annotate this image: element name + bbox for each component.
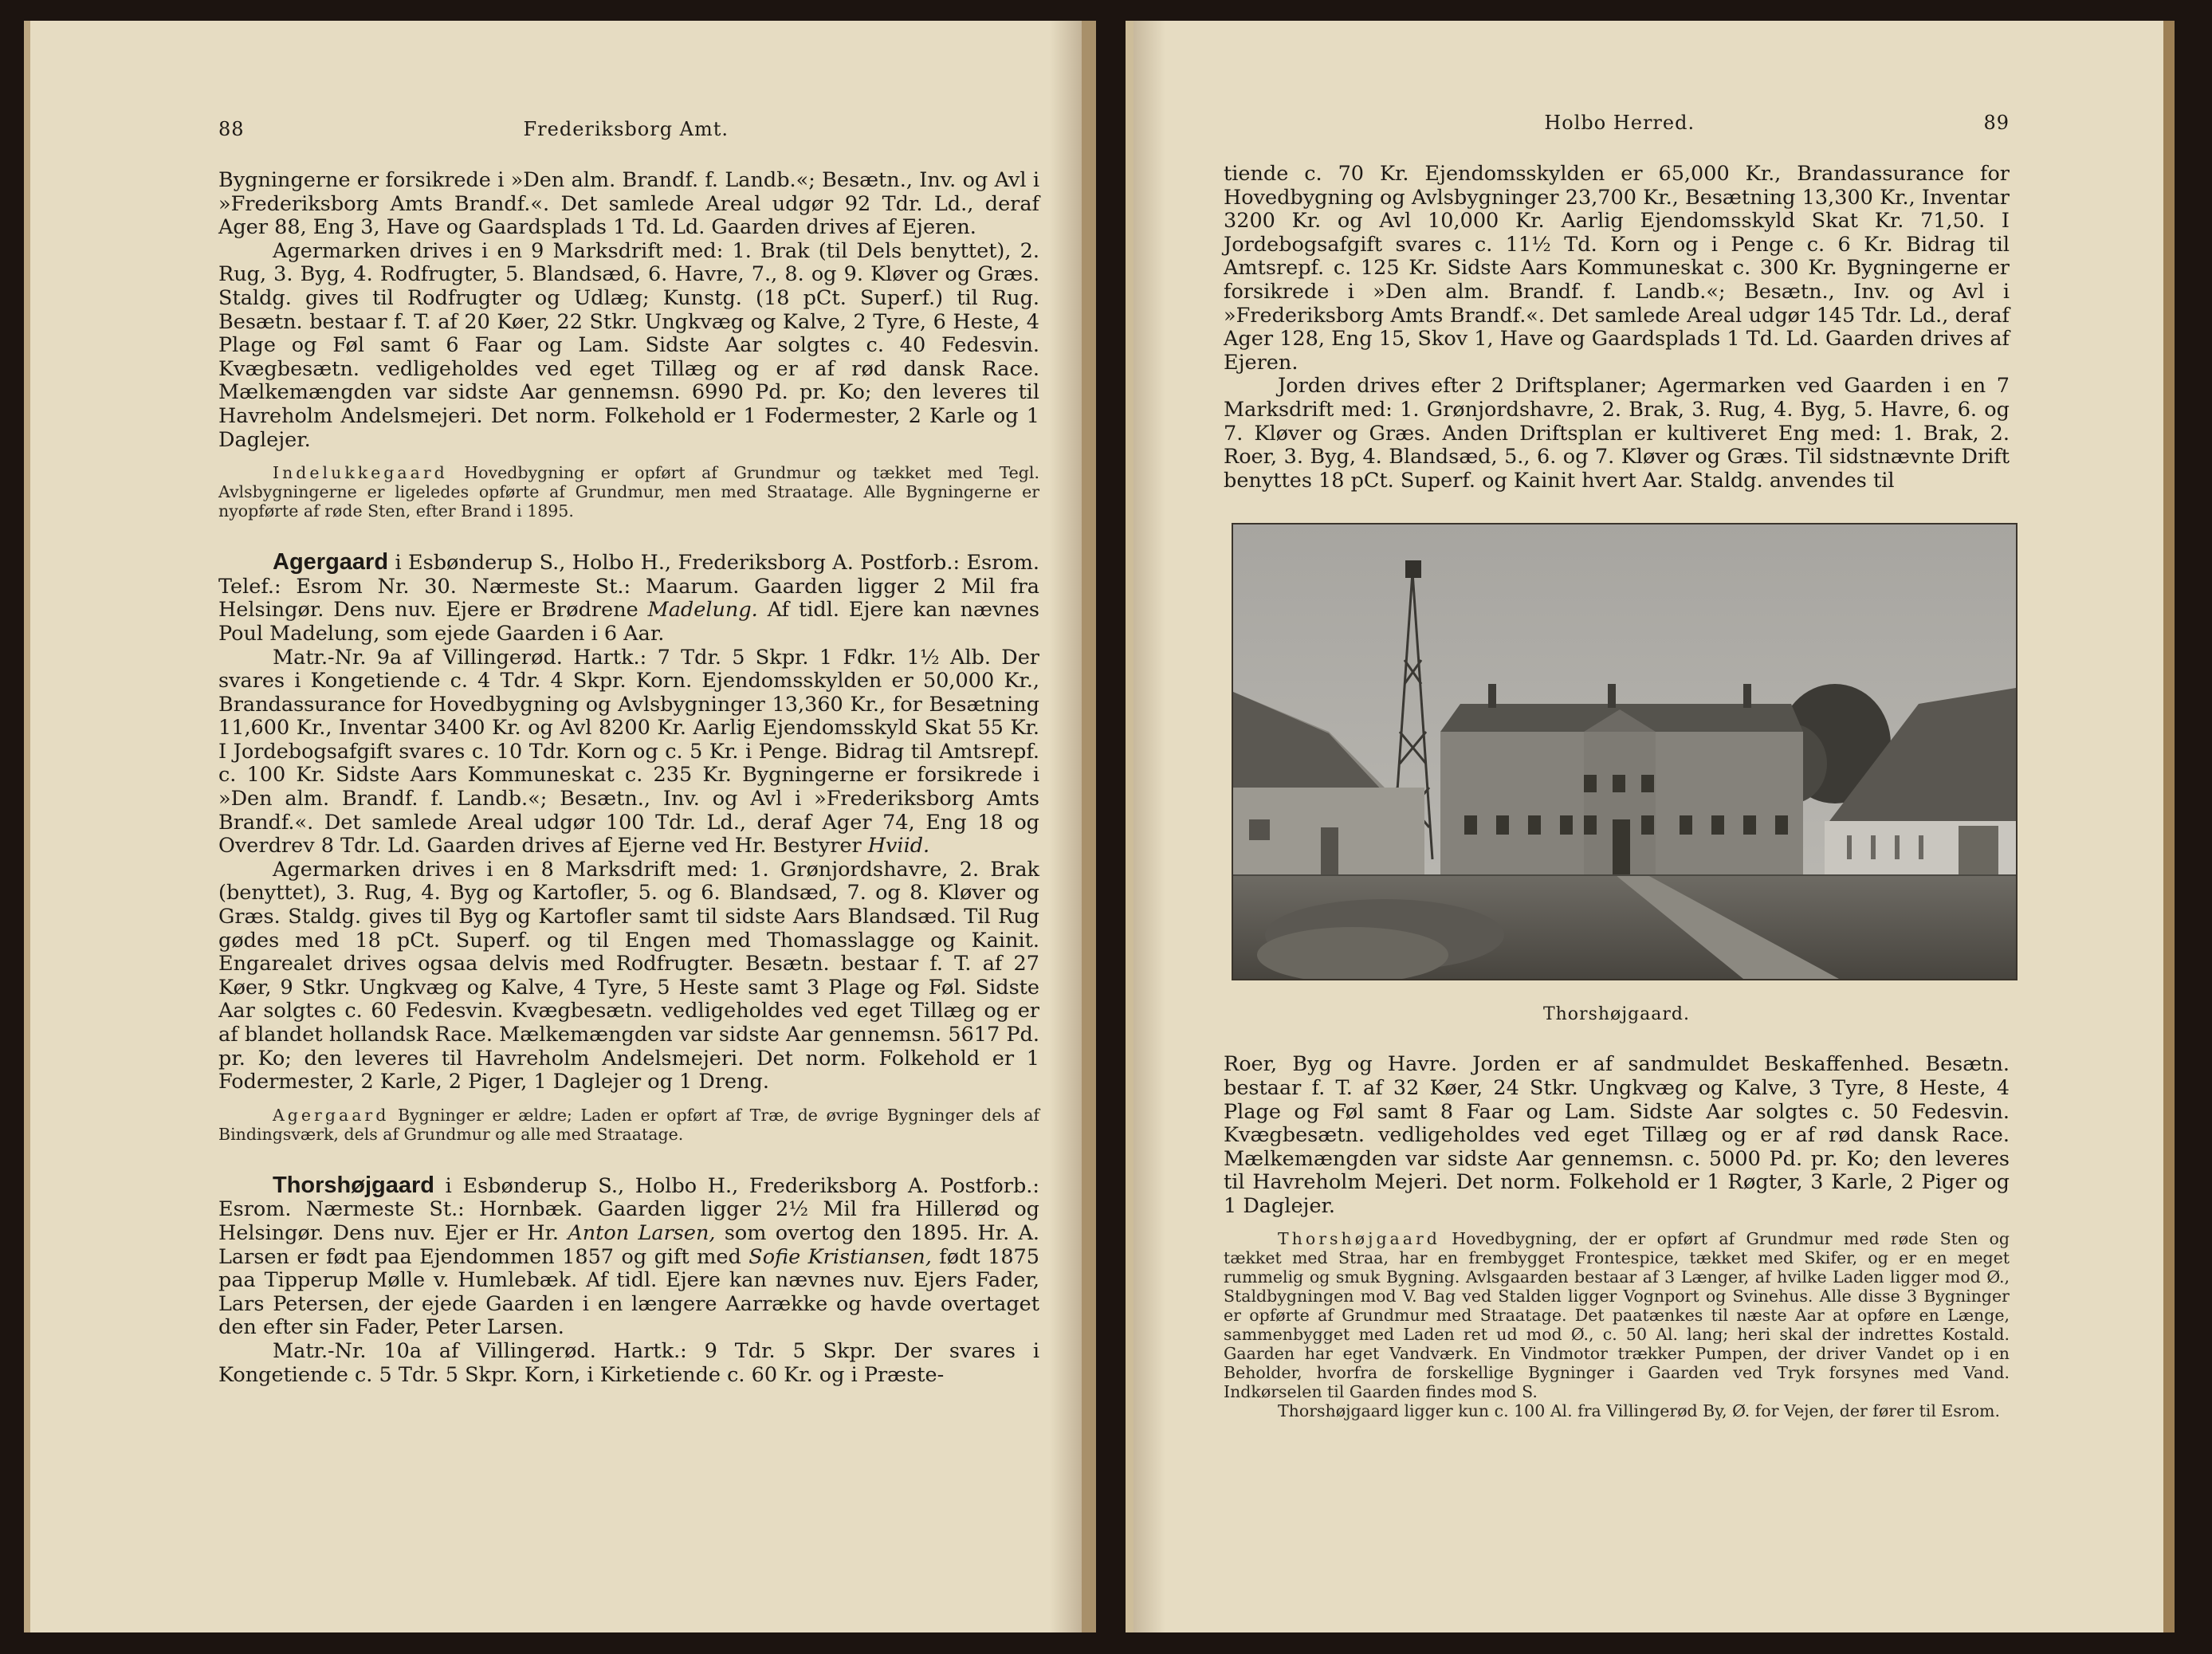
- entry-heading: Agergaard: [273, 549, 389, 576]
- entry-agergaard: [218, 551, 1039, 646]
- paragraph: Matr.-Nr. 10a af Villingerød. Hartk.: 9 Tdr. 5 Skpr. Der svares i Kongetiende c. 5 Tdr. 5 Skpr. Korn, i Kirketiende c. 60 Kr. og i Præste-: [218, 1338, 1039, 1387]
- paragraph: Agermarken drives i en 8 Marksdrift med: 1. Grønjordshavre, 2. Brak (benyttet), 3. Rug, 4. Byg og Kartofler, 5. og 6. Blandsæd, 7. og 8. Kløver og Græs. Staldg. gives til Byg og Kartofler samt til sidste Aars Blandsæd. Til Rug gødes med 18 pCt. Superf. og til Engen med Thomasslagge og Kainit. Engarealet drives ogsaa delvis med Rodfrugter. Besætn. bestaar f. T. af 27 Køer, 9 Stkr. Ungkvæg og Kalve, 4 Tyre, 5 Heste samt 3 Plage og Føl. Sidste Aar solgtes c. 60 Fedesvin. Kvægbesætn. vedligeholdes ved eget Tillæg og er af blandet hollandsk Race. Mælkemængden var sidste Aar gennemsn. 5617 Pd. pr. Ko; den leveres til Havreholm Andelsmejeri. Det norm. Folkehold er 1 Fodermester, 2 Karle, 2 Piger, 1 Daglejer og 1 Dreng.: [218, 857, 1039, 1094]
- paragraph: Bygningerne er forsikrede i »Den alm. Brandf. f. Landb.«; Besætn., Inv. og Avl i »Frederiksborg Amts Brandf.«. Det samlede Areal udgør 92 Tdr. Ld., deraf Ager 88, Eng 3, Have og Gaardsplads 1 Td. Ld. Gaarden drives af Ejeren.: [218, 168, 1039, 240]
- paragraph: tiende c. 70 Kr. Ejendomsskylden er 65,000 Kr., Brandassurance for Hovedbygning og Avlsbygninger 23,700 Kr., Besætning 13,300 Kr., Inventar 3200 Kr. og Avl 10,000 Kr. Aarlig Ejendomsskyld Skat Kr. 71,50. I Jordebogsafgift svares c. 11½ Td. Korn og i Penge c. 6 Kr. Bidrag til Amtsrepf. c. 125 Kr. Sidste Aars Kommuneskat c. 300 Kr. Bygningerne er forsikrede i »Den alm. Brandf. f. Landb.«; Besætn., Inv. og Avl i »Frederiksborg Amts Brandf.«. Det samlede Areal udgør 145 Tdr. Ld., deraf Ager 128, Eng 15, Skov 1, Have og Gaardsplads 1 Td. Ld. Gaarden drives af Ejeren.: [1224, 162, 2010, 375]
- gutter-shadow: [1134, 21, 1165, 1632]
- entry-text: Af tidl. Ejere kan nævnes Poul Madelung, som ejede Gaarden i 6 Aar.: [218, 598, 1039, 646]
- entry-text: født 1875 paa Tipperup Mølle v. Humlebæk. Af tidl. Ejere kan nævnes nuv. Ejers Fader, Lars Petersen, der ejede Gaarden i en længere Aarrække og havde overtaget den efter sin Fader, Peter Larsen.: [218, 1244, 1039, 1340]
- entry-text: som overtog den 1895. Hr. A. Larsen er født paa Ejendommen 1857 og gift med: [218, 1220, 1039, 1269]
- running-header: [218, 118, 1039, 140]
- building-note: [218, 463, 1039, 521]
- page-number: 89: [1983, 112, 2010, 134]
- owner-name: Madelung.: [647, 598, 758, 623]
- wife-name: Sofie Kristiansen,: [748, 1244, 932, 1269]
- farm-photo-illustration: [1233, 524, 2016, 979]
- left-page: [24, 21, 1096, 1632]
- note-text: Hovedbygning, der er opført af Grundmur med røde Sten og tækket med Straa, har en frembygget Frontespice, tækket med Skifer, og er en meget rummelig og smuk Bygning. Avlsgaarden bestaar af 3 Længer, af hvilke Laden ligger mod Ø., Staldbygningen mod V. Bag ved Stalden ligger Vognport og Svinehus. Alle disse 3 Bygninger er opførte af Grundmur med Straatage. Det paatænkes til næste Aar at opføre en Længe, sammenbygget med Laden ret ud mod Ø., c. 50 Al. lang; heri skal der indrettes Kostald. Gaarden har eget Vandværk. En Vindmotor trækker Pumpen, der driver Vandet op i en Beholder, hvorfra de forskellige Bygninger i Gaarden ved Tryk forsynes med Vand. Indkørselen til Gaarden findes mod S.: [1224, 1229, 2010, 1402]
- note-lead: Indelukkegaard: [273, 463, 448, 483]
- note-text: Bygninger er ældre; Laden er opført af Træ, de øvrige Bygninger dels af Bindingsværk, dels af Grundmur og alle med Straatage.: [218, 1105, 1039, 1144]
- entry-text: Matr.-Nr. 9a af Villingerød. Hartk.: 7 Tdr. 5 Skpr. 1 Fdkr. 1½ Alb. Der svares i Kongetiende c. 4 Tdr. 4 Skpr. Korn. Ejendomsskylden er 50,000 Kr., Brandassurance for Hovedbygning og Avlsbygninger 13,360 Kr., for Besætning 11,600 Kr., Inventar 3400 Kr. og Avl 8200 Kr. Aarlig Ejendomsskyld Skat 55 Kr. I Jordebogsafgift svares c. 10 Tdr. Korn og c. 5 Kr. i Penge. Bidrag til Amtsrepf. c. 100 Kr. Sidste Aars Kommuneskat c. 235 Kr. Bygningerne er forsikrede i »Den alm. Brandf. f. Landb.«; Besætn., Inv. og Avl i »Frederiksborg Amts Brandf.«. Det samlede Areal udgør 100 Tdr. Ld., deraf Ager 74, Eng 18 og Overdrev 8 Tdr. Ld. Gaarden drives af Ejerne ved Hr. Bestyrer: [218, 645, 1039, 858]
- building-note: [1224, 1229, 2010, 1401]
- building-note: [218, 1106, 1039, 1144]
- note-text: Hovedbygning er opført af Grundmur og tækket med Tegl. Avlsbygningerne er ligeledes opførte af Grundmur, men med Straatage. Alle Bygningerne er nyopførte af røde Sten, efter Brand i 1895.: [218, 463, 1039, 521]
- page-number: 88: [218, 118, 245, 140]
- paragraph: Agermarken drives i en 9 Marksdrift med: 1. Brak (til Dels benyttet), 2. Rug, 3. Byg, 4. Rodfrugter, 5. Blandsæd, 6. Havre, 7., 8. og 9. Kløver og Græs. Staldg. gives til Rodfrugter og Udlæg; Kunstg. (18 pCt. Superf.) til Rug. Besætn. bestaar f. T. af 20 Køer, 22 Stkr. Ungkvæg og Kalve, 2 Tyre, 6 Heste, 4 Plage og Føl samt 6 Faar og Lam. Sidste Aar solgtes c. 40 Fedesvin. Kvægbesætn. vedligeholdes ved eget Tillæg og er af rød dansk Race. Mælkemængden var sidste Aar gennemsn. 6990 Pd. pr. Ko; den leveres til Havreholm Andelsmejeri. Det norm. Folkehold er 1 Fodermester, 2 Karle og 1 Daglejer.: [218, 238, 1039, 452]
- photo-caption: Thorshøjgaard.: [1542, 1004, 1691, 1025]
- left-page-body: [218, 118, 1039, 1387]
- paragraph: [218, 646, 1039, 858]
- entry-heading: Thorshøjgaard: [273, 1172, 435, 1198]
- manager-name: Hviid.: [867, 834, 930, 858]
- gutter-shadow: [1050, 21, 1082, 1632]
- note-lead: Thorshøjgaard: [1278, 1229, 1440, 1249]
- paragraph: Roer, Byg og Havre. Jorden er af sandmuldet Beskaffenhed. Besætn. bestaar f. T. af 32 Køer, 24 Stkr. Ungkvæg og Kalve, 3 Tyre, 8 Heste, 4 Plage og Føl samt 8 Faar og Lam. Sidste Aar solgtes c. 50 Fedesvin. Kvægbesætn. vedligeholdes ved eget Tillæg og er af rød dansk Race. Mælkemængden var sidste Aar gennemsn. c. 5000 Pd. pr. Ko; den leveres til Havreholm Mejeri. Det norm. Folkehold er 1 Røgter, 3 Karle, 2 Piger og 1 Daglejer.: [1224, 1052, 2010, 1218]
- entry-thorshojgaard: [218, 1174, 1039, 1340]
- running-head-title: Holbo Herred.: [1544, 112, 1695, 134]
- owner-name: Anton Larsen,: [568, 1220, 716, 1245]
- paragraph: Jorden drives efter 2 Driftsplaner; Agermarken ved Gaarden i en 7 Marksdrift med: 1. Grønjordshavre, 2. Brak, 3. Rug, 4. Byg, 5. Havre, 6. og 7. Kløver og Græs. Anden Driftsplan er kultiveret Eng med: 1. Brak, 2. Roer, 3. Byg, 4. Blandsæd, 5., 6. og 7. Kløver og Græs. Til sidstnævnte Drift benyttes 18 pCt. Superf. og Kainit hvert Aar. Staldg. anvendes til: [1224, 374, 2010, 493]
- entry-text: i Esbønderup S., Holbo H., Frederiksborg A. Postforb.: Esrom. Nærmeste St.: Hornbæk. Gaarden ligger 2½ Mil fra Hillerød og Helsingør. Dens nuv. Ejer er Hr.: [218, 1173, 1039, 1245]
- right-page: [1126, 21, 2175, 1632]
- note-lead: Agergaard: [273, 1105, 390, 1125]
- entry-text: i Esbønderup S., Holbo H., Frederiksborg A. Postforb.: Esrom. Telef.: Esrom Nr. 30. Nærmeste St.: Maarum. Gaarden ligger 2 Mil fra Helsingør. Dens nuv. Ejere er Brødrene: [218, 551, 1039, 623]
- running-header: [1224, 112, 2010, 134]
- location-note: Thorshøjgaard ligger kun c. 100 Al. fra Villingerød By, Ø. for Vejen, der fører til Esrom.: [1278, 1401, 2000, 1421]
- running-head-title: Frederiksborg Amt.: [523, 118, 729, 140]
- right-page-body: [1224, 112, 2010, 1420]
- farm-photograph: [1232, 523, 2018, 980]
